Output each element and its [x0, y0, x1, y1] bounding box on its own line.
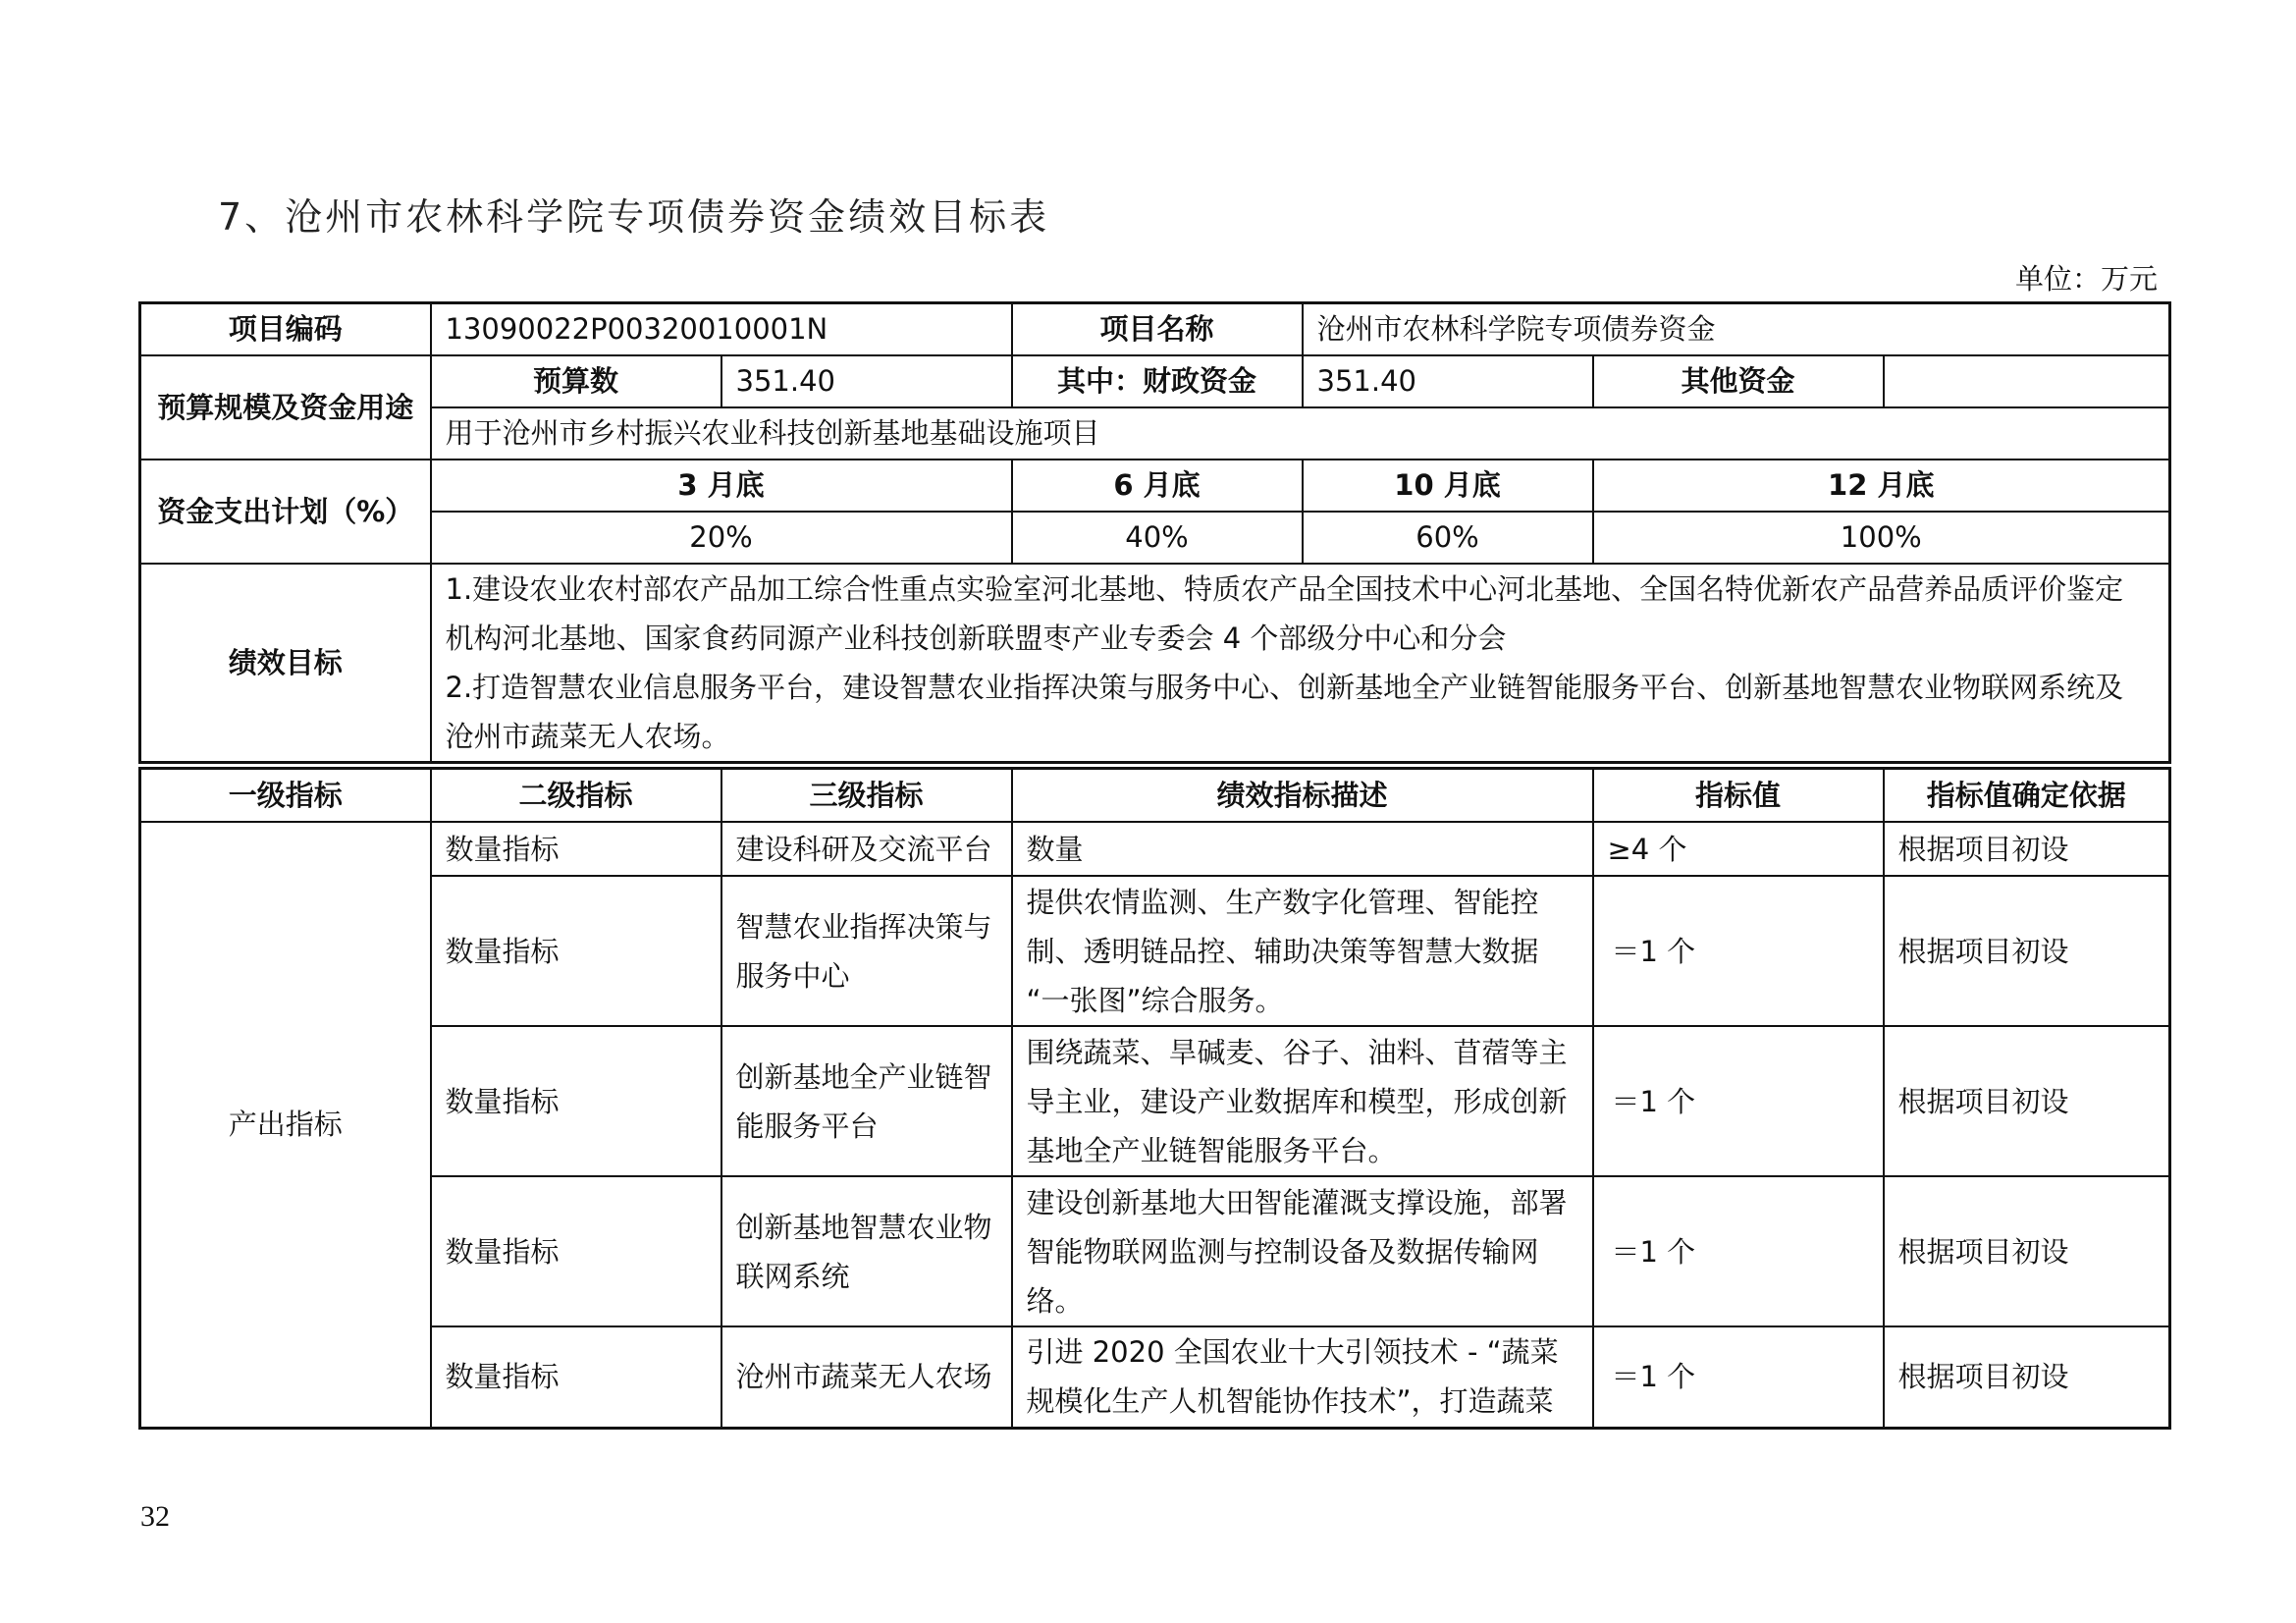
plan-value: 60%	[1303, 512, 1593, 564]
project-name-value: 沧州市农林科学院专项债券资金	[1303, 303, 2170, 355]
indicator-basis: 根据项目初设	[1884, 1176, 2170, 1326]
usage-row	[140, 407, 2170, 460]
other-funds-label: 其他资金	[1593, 355, 1884, 407]
project-info-row	[140, 303, 2170, 355]
goal-line: 2.打造智慧农业信息服务平台，建设智慧农业指挥决策与服务中心、创新基地全产业链智能服务平台、创新基地智慧农业物联网系统及	[445, 670, 2124, 704]
description-line: 制、透明链品控、辅助决策等智慧大数据	[1026, 934, 1539, 968]
column-header: 指标值确定依据	[1884, 769, 2170, 823]
table-row	[140, 1026, 2170, 1176]
description-line: “一张图”综合服务。	[1026, 983, 1284, 1017]
description-line: 规模化生产人机智能协作技术”，打造蔬菜	[1026, 1384, 1554, 1419]
level3-line: 建设科研及交流平台	[735, 832, 992, 866]
level3-line: 联网系统	[735, 1259, 850, 1293]
fiscal-funds-label: 其中：财政资金	[1012, 355, 1303, 407]
plan-value: 100%	[1593, 512, 2170, 564]
level3-indicator	[721, 1176, 1012, 1326]
table-row	[140, 1176, 2170, 1326]
project-name-label: 项目名称	[1012, 303, 1303, 355]
page-number: 32	[140, 1500, 170, 1533]
indicator-description	[1012, 822, 1593, 876]
plan-period: 10 月底	[1303, 460, 1593, 512]
level2-indicator: 数量指标	[431, 822, 721, 876]
description-line: 络。	[1026, 1283, 1084, 1318]
other-funds-value	[1884, 355, 2170, 407]
fiscal-funds-value: 351.40	[1303, 355, 1593, 407]
spending-plan-label: 资金支出计划（%）	[140, 460, 431, 564]
column-header: 三级指标	[721, 769, 1012, 823]
budget-count-label: 预算数	[431, 355, 721, 407]
level2-indicator: 数量指标	[431, 1326, 721, 1428]
plan-period: 6 月底	[1012, 460, 1303, 512]
indicator-basis: 根据项目初设	[1884, 822, 2170, 876]
level3-line: 沧州市蔬菜无人农场	[735, 1360, 992, 1394]
level3-indicator	[721, 1026, 1012, 1176]
indicator-value: ＝1 个	[1593, 1026, 1884, 1176]
plan-period-row	[140, 460, 2170, 512]
indicator-value: ＝1 个	[1593, 1176, 1884, 1326]
level3-line: 创新基地全产业链智	[735, 1059, 992, 1094]
plan-value: 20%	[431, 512, 1012, 564]
indicator-basis: 根据项目初设	[1884, 1026, 2170, 1176]
indicator-header-row	[140, 769, 2170, 823]
description-line: 建设创新基地大田智能灌溉支撑设施，部署	[1026, 1185, 1568, 1219]
description-line: 导主业，建设产业数据库和模型，形成创新	[1026, 1084, 1568, 1118]
level3-line: 服务中心	[735, 958, 850, 993]
column-header: 绩效指标描述	[1012, 769, 1593, 823]
goal-line: 1.建设农业农村部农产品加工综合性重点实验室河北基地、特质农产品全国技术中心河北基地、全国名特优新农产品营养品质评价鉴定	[445, 571, 2124, 606]
indicator-basis: 根据项目初设	[1884, 876, 2170, 1026]
level3-indicator	[721, 1326, 1012, 1428]
column-header: 指标值	[1593, 769, 1884, 823]
indicator-description	[1012, 1176, 1593, 1326]
level3-line: 智慧农业指挥决策与	[735, 909, 992, 944]
indicator-description	[1012, 1326, 1593, 1428]
level3-indicator	[721, 876, 1012, 1026]
level3-line: 能服务平台	[735, 1109, 879, 1143]
plan-value: 40%	[1012, 512, 1303, 564]
project-code-value: 13090022P00320010001N	[431, 303, 1012, 355]
budget-label: 预算规模及资金用途	[140, 355, 431, 460]
budget-count-value: 351.40	[721, 355, 1012, 407]
performance-goal-text	[431, 564, 2170, 763]
column-header: 二级指标	[431, 769, 721, 823]
plan-value-row	[140, 512, 2170, 564]
project-info-table	[138, 301, 2171, 764]
table-row	[140, 822, 2170, 876]
column-header: 一级指标	[140, 769, 431, 823]
document-title: 7、沧州市农林科学院专项债券资金绩效目标表	[218, 195, 1050, 239]
funds-usage: 用于沧州市乡村振兴农业科技创新基地基础设施项目	[431, 407, 2170, 460]
indicator-description	[1012, 876, 1593, 1026]
indicator-basis: 根据项目初设	[1884, 1326, 2170, 1428]
level2-indicator: 数量指标	[431, 876, 721, 1026]
description-line: 基地全产业链智能服务平台。	[1026, 1133, 1397, 1167]
description-line: 数量	[1026, 832, 1084, 866]
table-row	[140, 876, 2170, 1026]
description-line: 围绕蔬菜、旱碱麦、谷子、油料、苜蓿等主	[1026, 1035, 1568, 1069]
goal-line: 沧州市蔬菜无人农场。	[445, 719, 730, 753]
description-line: 智能物联网监测与控制设备及数据传输网	[1026, 1234, 1539, 1269]
table-row	[140, 1326, 2170, 1428]
budget-row	[140, 355, 2170, 407]
indicator-value: ＝1 个	[1593, 876, 1884, 1026]
unit-label: 单位：万元	[2014, 262, 2158, 296]
goal-line: 机构河北基地、国家食药同源产业科技创新联盟枣产业专委会 4 个部级分中心和分会	[445, 621, 1507, 655]
level3-indicator	[721, 822, 1012, 876]
level3-line: 创新基地智慧农业物	[735, 1210, 992, 1244]
performance-goal-label: 绩效目标	[140, 564, 431, 763]
level2-indicator: 数量指标	[431, 1176, 721, 1326]
plan-period: 12 月底	[1593, 460, 2170, 512]
level1-indicator: 产出指标	[140, 822, 431, 1428]
level2-indicator: 数量指标	[431, 1026, 721, 1176]
indicator-table	[138, 767, 2171, 1430]
indicator-value: ≥4 个	[1593, 822, 1884, 876]
plan-period: 3 月底	[431, 460, 1012, 512]
description-line: 引进 2020 全国农业十大引领技术 - “蔬菜	[1026, 1335, 1559, 1370]
description-line: 提供农情监测、生产数字化管理、智能控	[1026, 885, 1539, 919]
goal-row	[140, 564, 2170, 763]
indicator-description	[1012, 1026, 1593, 1176]
project-code-label: 项目编码	[140, 303, 431, 355]
indicator-value: ＝1 个	[1593, 1326, 1884, 1428]
